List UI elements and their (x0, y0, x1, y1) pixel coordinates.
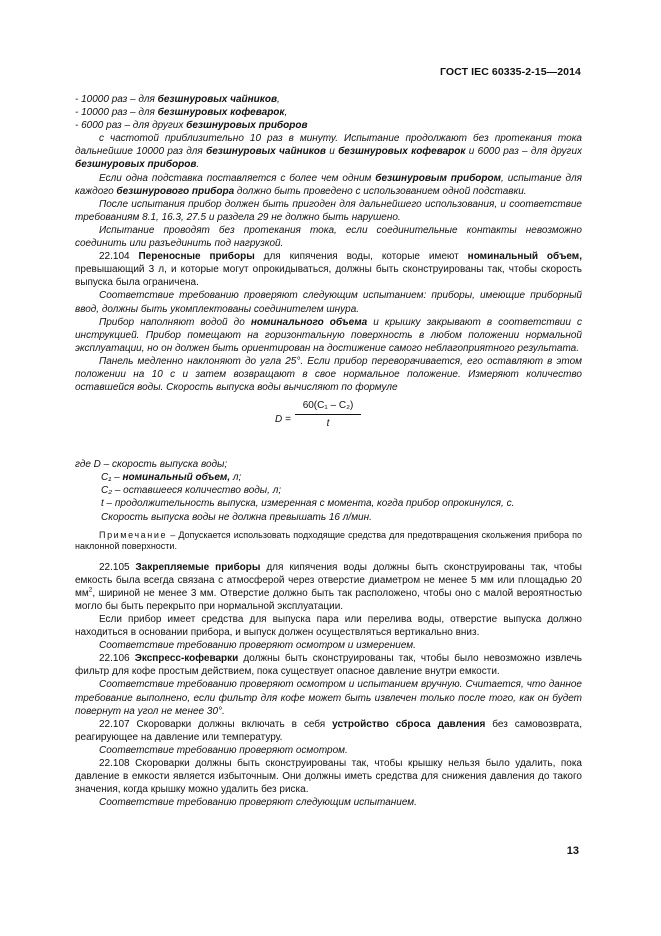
clause-22-107-check: Соответствие требованию проверяют осмотром. (99, 744, 348, 756)
document-body (75, 93, 582, 809)
clause-22-105-steam: Если прибор имеет средства для выпуска пара или перелива воды, отверстие выпуска должно находиться в основании прибора, и выпуск должен осуществляться вертикально вниз. (75, 614, 582, 639)
after-test-paragraph: После испытания прибор должен быть пригоден для дальнейшего использования, и соответствие требованиям 8.1, 16.3, 27.5 и раздела 29 не должно быть нарушено. (75, 198, 582, 223)
formula-numerator: 60(C₁ – C₂) (302, 400, 354, 412)
formula-lhs: D = (275, 414, 291, 426)
clause-22-107: 22.107 Скороварки должны включать в себя устройство сброса давления без самовозврата, реагирующее на давление или температуру. (75, 718, 582, 743)
standard-header: ГОСТ IEC 60335-2-15—2014 (439, 66, 581, 78)
formula-denominator: t (326, 418, 330, 430)
clause-22-104: 22.104 Переносные приборы для кипячения воды, которые имеют номинальный объем, превышающий 3 л, и которые могут опрокидываться, должны быть сконструированы так, чтобы скорость выпуска была ограничена. (75, 251, 582, 289)
flow-rate-formula (75, 394, 582, 458)
formula-fraction-bar (295, 414, 361, 415)
clause-22-108-check: Соответствие требованию проверяют следующим испытанием. (99, 797, 417, 809)
list-item: - 6000 раз – для других безшнуровых приборов (75, 120, 308, 132)
clause-22-104-check: Соответствие требованию проверяют следующим испытанием: приборы, имеющие приборный ввод, должны быть укомплектованы соединителем шнура. (75, 290, 582, 315)
where-d: где D – скорость выпуска воды; (75, 459, 228, 471)
stand-paragraph: Если одна подставка поставляется с более чем одним безшнуровым прибором, испытание для каждого безшнурового прибора должно быть проведено с использованием одной подставки. (75, 172, 582, 197)
list-item: - 10000 раз – для безшнуровых чайников, (75, 94, 280, 105)
clause-22-104-tilt: Панель медленно наклоняют до угла 25°. Если прибор переворачивается, его оставляют в этом положении на 10 с и затем возвращают в свое нормальное положение. Измеряют количество оставшейся воды. Скорость выпуска воды вычисляют по формуле (75, 355, 582, 394)
note: Примечание – Допускается использовать подходящие средства для предотвращения скольжения прибора по наклонной поверхности. (75, 529, 582, 552)
clause-22-105-check: Соответствие требованию проверяют осмотром и измерением. (99, 640, 416, 652)
clause-22-108: 22.108 Скороварки должны быть сконструированы так, чтобы крышку нельзя было удалить, пока давление в емкости является избыточным. Они должны иметь средства для снижения давления до такого значения, когда крышку можно удалить без риска. (75, 758, 582, 796)
clause-22-105: 22.105 Закрепляемые приборы для кипячения воды должны быть сконструированы так, чтобы емкость была всегда связана с атмосферой через отверстие диаметром не менее 5 мм или площадью 20 $мм^2$, шириной не менее 3 мм. Отверстие должно быть так расположено, чтобы оно с малой вероятностью могло бы быть перекрыто при нормальной эксплуатации. (75, 561, 582, 612)
where-t: t – продолжительность выпуска, измеренная с момента, когда прибор опрокинулся, с. (101, 498, 515, 510)
no-current-paragraph: Испытание проводят без протекания тока, если соединительные контакты невозможно соединить или разъединить под нагрузкой. (75, 224, 582, 250)
list-item: - 10000 раз – для безшнуровых кофеварок, (75, 107, 288, 119)
where-c1: C₁ – номинальный объем, л; (101, 472, 242, 484)
where-limit: Скорость выпуска воды не должна превышать 16 л/мин. (101, 511, 372, 523)
clause-22-106: 22.106 Экспресс-кофеварки должны быть сконструированы так, чтобы было невозможно извлечь фильтр для кофе простым действием, пока существует опасное давление внутри емкости. (75, 653, 582, 678)
clause-22-106-check: Соответствие требованию проверяют осмотром и испытанием вручную. Считается, что данное требование выполнено, если фильтр для кофе может быть извлечен только после того, как он будет повернут на угол не менее 30°. (75, 679, 582, 717)
page-number: 13 (566, 845, 579, 857)
where-c2: C₂ – оставшееся количество воды, л; (101, 485, 282, 497)
frequency-paragraph: с частотой приблизительно 10 раз в минуту. Испытание продолжают без протекания тока дальнейшие 10000 раз для безшнуровых чайников и безшнуровых кофеварок и 6000 раз – для других безшнуровых приборов. (75, 133, 582, 171)
clause-22-104-fill: Прибор наполняют водой до номинального объема и крышку закрывают в соответствии с инструкцией. Прибор помещают на горизонтальную поверхность в любом положении нормальной эксплуатации, но он должен быть ориентирован на достижение самого неблагоприятного результата. (75, 316, 583, 354)
